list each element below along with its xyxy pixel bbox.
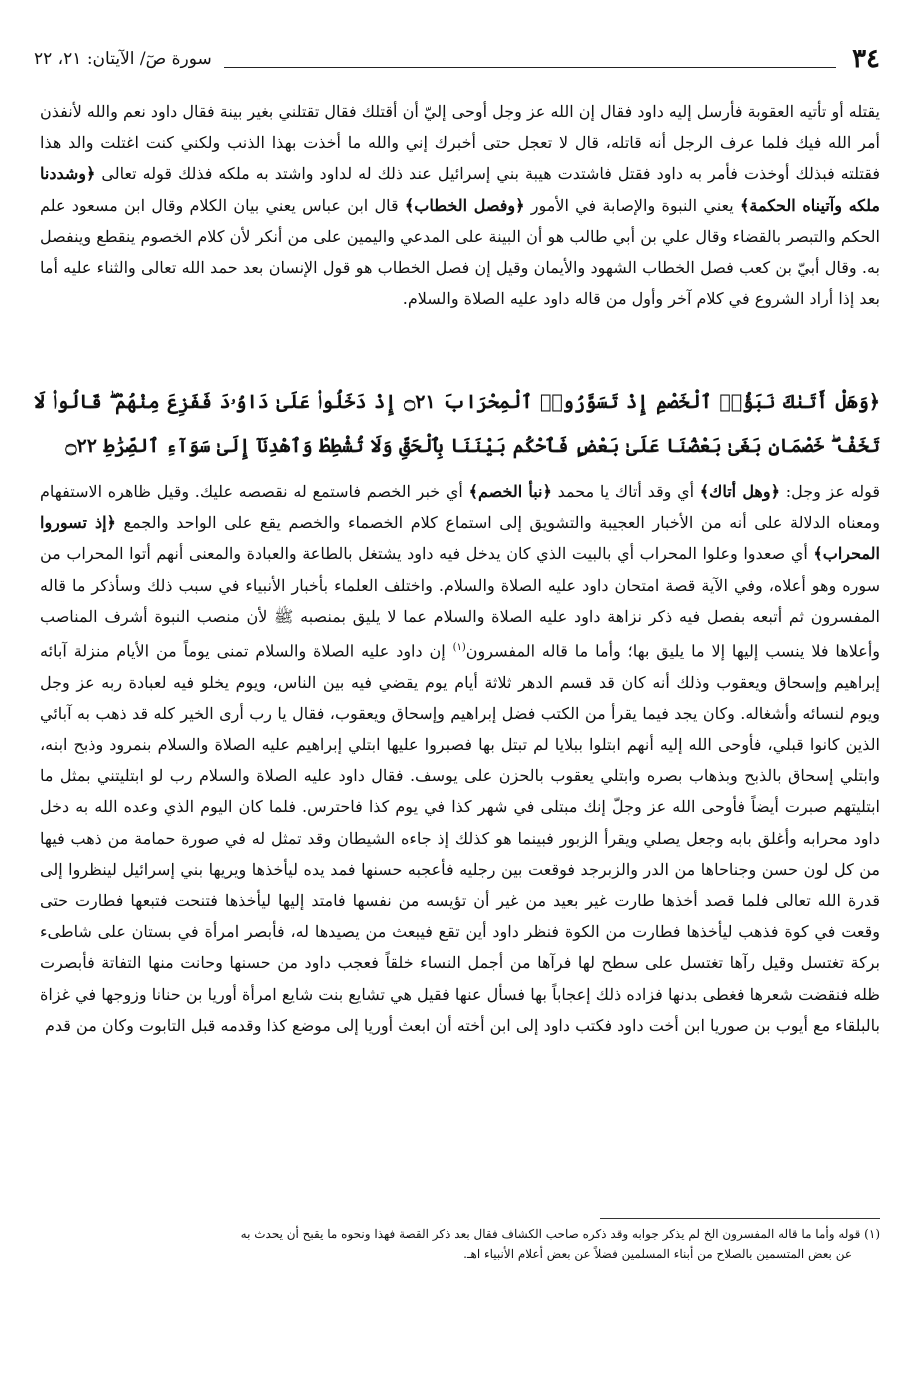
commentary-top bbox=[40, 96, 880, 314]
text-run: قوله عز وجل: bbox=[779, 482, 881, 501]
surah-title: سورة صٓ/ الآيتان: ٢١، ٢٢ bbox=[34, 49, 212, 69]
commentary-main bbox=[40, 476, 880, 1041]
text-run: إن داود عليه الصلاة والسلام تمنى يوماً من الأيام منزلة آبائه إبراهيم وإسحاق ويعقوب وذلك أنه كان قد قسم الدهر ثلاثة أيام يوم يقضي فيه بين الناس، ويوم يخلو فيه لعبادة ربه عز وجل ويوم لنسائه وأشغاله. وكان يجد فيما يقرأ من الكتب فضل إبراهيم وإسحاق ويعقوب، فقال يا رب أرى الخير كله قد ذهب به آبائي الذين كانوا قبلي، فأوحى الله إليه أنهم ابتلوا ببلايا لم تبتل بها فصبروا عليها ابتلي إبراهيم عليه الصلاة والسلام بنمرود وذبح ابنه، وابتلي إسحاق بالذبح وبذهاب بصره وابتلي يعقوب بالحزن على يوسف. فقال داود عليه الصلاة والسلام رب لو ابتليتني بمثل ما ابتليتهم صبرت أيضاً فأوحى الله عز وجلّ إنك مبتلى في شهر كذا في يوم كذا فاحترس. فلما كان اليوم الذي وعده الله به دخل داود محرابه وأغلق بابه وجعل يصلي ويقرأ الزبور فبينما هو كذلك إذ جاءه الشيطان وقد تمثل له في صورة حمامة من ذهب فيها من كل لون حسن وجناحاها من الدر والزبرجد فوقعت بين رجليه فأعجبه حسنها فمد يده ليأخذها ويريها بني إسرائيل لينظروا إلى قدرة الله تعالى فلما قصد أخذها طارت غير بعيد من غير أن تؤيسه من نفسها فامتد إليها ليأخذها فتنحت فتبعها فطارت حتى وقعت في كوة فذهب ليأخذها فطارت من الكوة فنظر داود أين تقع فيبعث من يصيدها له، فأبصر امرأة في بستان على شاطىء بركة تغتسل وقيل رآها تغتسل على سطح لها فرآها من أجمل النساء خلقاً فعجب داود من حسنها وحانت منها التفاتة فأبصرت ظله فنقضت شعرها فغطى بدنها فزاده ذلك إعجاباً بها فسأل عنها فقيل هي تشايع بنت شايع امرأة أوريا بن حنانا وزوجها في غزاة بالبلقاء مع أيوب بن صوريا ابن أخت داود فكتب داود إلى ابن أخته أن ابعث أوريا إلى موضع كذا وقدمه قبل التابوت وكان من قدم bbox=[40, 641, 881, 1035]
footnote bbox=[40, 1224, 880, 1264]
footnote-line-2: عن بعض المتسمين بالصلاح من أبناء المسلمين فضلاً عن بعض أعلام الأنبياء اهـ. bbox=[463, 1247, 852, 1261]
footnote-line-1: (١) قوله وأما ما قاله المفسرون الخ لم يذكر جوابه وقد ذكره صاحب الكشاف فقال بعد ذكر القصة فهذا ونحوه ما يقبح أن يحدث به bbox=[240, 1227, 880, 1241]
quran-quote: ﴿نبأ الخصم﴾ bbox=[468, 482, 552, 501]
quran-verse: ﴿وَهَلْ أَتَىٰكَ نَبَؤُا۟ ٱلْخَصْمِ إِذْ تَسَوَّرُوا۟ ٱلْمِحْرَابَ ۝٢١ إِذْ دَخَلُوا۟ عَلَىٰ دَاوُۥدَ فَفَزِعَ مِنْهُمْ ۖ قَالُوا۟ لَا تَخَفْ ۖ خَصْمَانِ بَغَىٰ بَعْضُنَا عَلَىٰ بَعْضٍ فَٱحْكُم بَيْنَنَا بِٱلْحَقِّ وَلَا تُشْطِطْ وَٱهْدِنَآ إِلَىٰ سَوَآءِ ٱلصِّرَٰطِ ۝٢٢ bbox=[34, 391, 881, 457]
text-run: أي خبر الخصم فاستمع له نقصصه عليك. وقيل ظاهره الاستفهام ومعناه الدلالة على أنه من الأخبار العجيبة والتشويق إلى استماع كلام الخصماء والخصم يقع على الواحد والجمع bbox=[40, 482, 881, 533]
paragraph-2 bbox=[40, 476, 880, 1041]
text-run: يقتله أو تأتيه العقوبة فأرسل إليه داود فقال إن الله عز وجل أوحى إليّ أن أقتلك فقال تقتلني بغير بينة فقال داود نعم والله لأنفذن أمر الله فيك فلما عرف الرجل أنه قاتله، قال لا تعجل حتى أخبرك إني والله ما أخذت بهذا الذنب ولكني كنت اغتلت والد هذا فقتلته فبذلك أوخذت فأمر به داود فقتل فاشتدت هيبة بني إسرائيل عند ذلك له لداود واشتد به ملكه فذلك قوله تعالى bbox=[40, 102, 880, 184]
footnote-reference[interactable]: (١) bbox=[452, 642, 466, 654]
page-number: ٣٤ bbox=[852, 44, 880, 74]
paragraph-1 bbox=[40, 96, 880, 314]
header-rule bbox=[224, 67, 836, 68]
quran-quote: ﴿إذ تسوروا المحراب﴾ bbox=[40, 513, 880, 564]
page-header bbox=[34, 44, 880, 74]
quran-quote: ﴿وهل أتاك﴾ bbox=[699, 482, 780, 501]
quran-quote: ﴿وشددنا ملكه وآتيناه الحكمة﴾ bbox=[40, 164, 880, 215]
text-run: أي وقد أتاك يا محمد bbox=[551, 482, 700, 501]
text-run: يعني النبوة والإصابة في الأمور bbox=[524, 195, 740, 215]
text-run: قال ابن عباس يعني بيان الكلام وقال ابن مسعود علم الحكم والتبصر بالقضاء وقال علي بن أبي طالب هو أن البينة على المدعي واليمين على من أنكر لأن كلام الخصوم ينقطع وينفصل به. وقال أبيّ بن كعب فصل الخطاب الشهود والأيمان وقيل إن فصل الخطاب هو قول الإنسان بعد حمد الله تعالى والثناء عليه أما بعد إذا أراد الشروع في كلام آخر وأول من قاله داود عليه الصلاة والسلام. bbox=[40, 195, 881, 309]
text-run: أي صعدوا وعلوا المحراب أي بالبيت الذي كان يدخل فيه داود يشتغل بالطاعة والعبادة والمعنى أنهم أتوا المحراب من سوره وهو أعلاه، وفي الآية قصة امتحان داود عليه الصلاة والسلام. واختلف العلماء بأخبار الأنبياء في سبب ذلك وسأذكر ما قاله المفسرون ثم أتبعه بفصل فيه ذكر نزاهة داود عليه الصلاة والسلام عما لا يليق بمنصبه ﷺ لأن منصب النبوة أشرف المناصب وأعلاها فلا ينسب إليها إلا ما يليق بها؛ وأما ما قاله المفسرون bbox=[40, 544, 881, 661]
footnote-divider bbox=[600, 1218, 880, 1219]
quran-quote: ﴿وفصل الخطاب﴾ bbox=[404, 195, 525, 215]
